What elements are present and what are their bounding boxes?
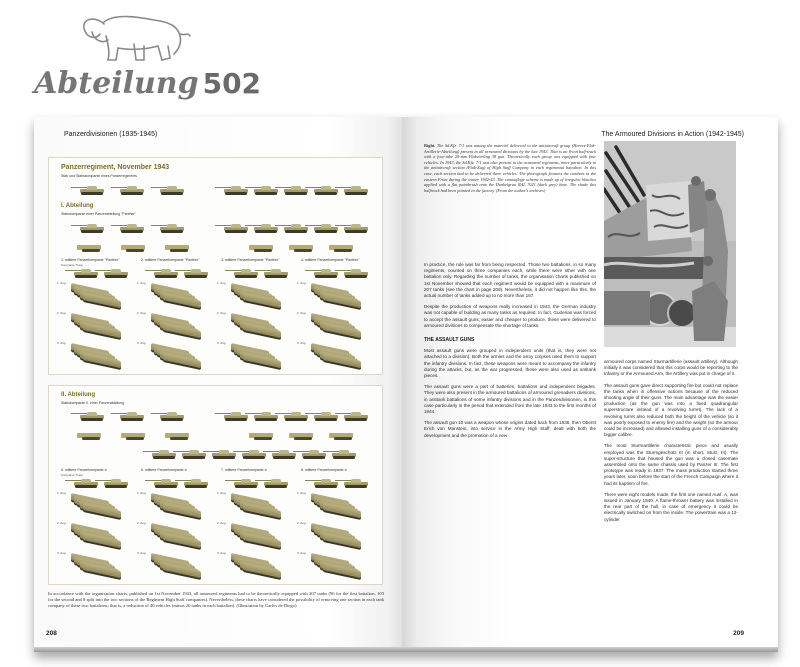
company-label-1: 1. mittlere Panzerkompanie "Panther" bbox=[61, 258, 120, 262]
zug-label: 1. Zug bbox=[297, 491, 306, 495]
tank-platoon-icon bbox=[71, 347, 127, 367]
paragraph: In practice, the rule was far from being respected. Those two battalions, in so many regiments, counted on three companies each, while there were other with one battalion only. Regarding the number of tanks, the organisation charts published on 1st November showed that each regiment would be equipped with a maximum of 207 tanks (see the chart in page 208). Nevertheless, it did not happen like this, the actual number of tanks added up to no more than 167. bbox=[424, 262, 596, 299]
zug-label: 2. Zug bbox=[217, 311, 226, 315]
zug-label: 3. Zug bbox=[217, 551, 226, 555]
halftrack-icon bbox=[165, 244, 189, 252]
tank-icon bbox=[181, 479, 211, 488]
zug-label: 2. Zug bbox=[137, 521, 146, 525]
zug-label: 3. Zug bbox=[57, 341, 66, 345]
section-subtitle-1: Stabskompanie einer Panzerabteilung "Panther" bbox=[61, 212, 136, 216]
halftrack-icon bbox=[249, 432, 273, 440]
tank-platoon-icon bbox=[311, 557, 367, 577]
tank-icon bbox=[101, 269, 131, 278]
zug-label: 3. Zug bbox=[137, 551, 146, 555]
halftrack-icon bbox=[121, 432, 145, 440]
paragraph: The assault guns gave direct supporting fire but could not replace the tanks when in offensive actions because of the reduced shooting angle of their guns. The main advantage was the easier production (as the gun was into a fixed quadrangular superstructure instead of a revolving turret). The lack of a revolving turret also reduced both the height of the vehicle (so it was poorly exposed to enemy fire) and the weight (so the armour could be increased) and allowed installing guns of a considerably bigger calibre. bbox=[604, 382, 738, 438]
paragraph: armoured corps named Sturmartillerie (assault artillery). Although initially it was considered that this corps would be reporting to the Infantry or the Armoured Arm, the Artillery was put in charge of it. bbox=[604, 359, 738, 377]
tank-icon bbox=[341, 479, 371, 488]
section-subtitle-2: Stabskompanie II. einer Panzerabteilung bbox=[61, 401, 125, 405]
tank-icon bbox=[117, 224, 147, 233]
publisher-logo bbox=[28, 8, 262, 103]
tank-platoon-icon bbox=[151, 317, 207, 337]
page-left bbox=[34, 117, 402, 647]
tank-platoon-icon bbox=[311, 527, 367, 547]
paragraph: The assault guns were a part of batteries, battalions and independent brigades. They were also present in the armoured battalions of armoured grenadiers divisions, in antitank battalions of some infantry divisions and in the Panzerdivisionen, in this case particularly in the period that extended from the late 1943 to the first months of 1944. bbox=[424, 384, 596, 415]
tank-icon bbox=[117, 186, 147, 195]
tank-icon bbox=[77, 412, 107, 421]
tank-platoon-icon bbox=[71, 527, 127, 547]
section-title-1: I. Abteilung bbox=[61, 203, 94, 209]
halftrack-icon bbox=[121, 244, 145, 252]
tank-platoon-icon bbox=[231, 317, 287, 337]
org-chart-subtitle: Stab und Stabskompanie eines Panzerregiments bbox=[61, 174, 137, 178]
tank-icon bbox=[117, 412, 147, 421]
company-label-7: 7. mittlere Panzerkompanie a bbox=[221, 468, 267, 472]
tank-platoon-icon bbox=[151, 557, 207, 577]
tank-platoon-icon bbox=[231, 347, 287, 367]
zug-label: 2. Zug bbox=[57, 521, 66, 525]
tank-icon bbox=[101, 479, 131, 488]
tank-platoon-icon bbox=[151, 287, 207, 307]
tank-icon bbox=[329, 450, 359, 459]
tank-icon bbox=[341, 224, 371, 233]
tank-platoon-icon bbox=[311, 497, 367, 517]
section-title-2: II. Abteilung bbox=[61, 392, 96, 398]
tank-platoon-icon bbox=[311, 287, 367, 307]
paragraph: The assault gun 10 was a weapon whose origins dated back from 1935, then Oberst Erich von Manstein, into service in the Army High Staff, dealt with both the development and the promotion of a new bbox=[424, 420, 596, 438]
tank-platoon-icon bbox=[71, 497, 127, 517]
zug-label: 1. Zug bbox=[57, 491, 66, 495]
tank-icon bbox=[157, 412, 187, 421]
tank-platoon-icon bbox=[231, 527, 287, 547]
zug-label: 3. Zug bbox=[297, 551, 306, 555]
logo-number: 502 bbox=[202, 67, 262, 100]
text-column-1 bbox=[424, 262, 596, 444]
halftrack-icon bbox=[329, 432, 353, 440]
tank-platoon-icon bbox=[311, 317, 367, 337]
tank-platoon-icon bbox=[231, 287, 287, 307]
mammoth-icon bbox=[74, 10, 194, 65]
tank-icon bbox=[157, 224, 187, 233]
tank-platoon-icon bbox=[151, 347, 207, 367]
zug-label: 3. Zug bbox=[57, 551, 66, 555]
tank-icon bbox=[77, 186, 107, 195]
book-spread bbox=[34, 117, 778, 652]
halftrack-icon bbox=[165, 432, 189, 440]
tank-icon bbox=[341, 269, 371, 278]
paragraph: There were eight models made, the first one named Ausf. A, was issued in January 1940. A flame-thrower battery was installed in the rear part of the hull, in case of emergency it could be electrically switched on from the inside. The powertrain was a 12-cylinder bbox=[604, 491, 738, 522]
zug-label: 3. Zug bbox=[137, 341, 146, 345]
page-number-left: 208 bbox=[46, 630, 57, 637]
photo-caption-body: The Sd.Kfz. 7/1 was among the materiel delivered to the antiaircraft group (Heeres-Flak-Artillerie-Abteilung) present in all armoured divisions by the late 1943. That is an 8-ton half-track with a four-tube 20-mm Flakvierling 38 gun. Theoretically each group was equipped with four vehicles. In 1943, the Sd.Kfz. 7/1 was also present in the armoured regiments, more particularly in the antiaircraft section (Flak-Zug) of High Staff Company in each regimental battalion. In this case, each section had to be delivered three vehicles. The photograph features the combats in the eastern Front during the winter 1942-43. The camouflage scheme is made up of irregular blotches applied with a flat paintbrush onto the Dunkelgrau RAL 7021 (dark grey) base. The shade this halftrack had been painted in the factory. (From the author's archives) bbox=[424, 143, 597, 193]
halftrack-icon bbox=[289, 244, 313, 252]
section-heading: THE ASSAULT GUNS bbox=[424, 337, 475, 344]
tank-platoon-icon bbox=[71, 317, 127, 337]
tank-icon bbox=[181, 269, 211, 278]
page-number-right: 209 bbox=[733, 630, 744, 637]
book-edge bbox=[34, 647, 778, 652]
halftrack-icon bbox=[329, 244, 353, 252]
company-label-2: 2. mittlere Panzerkompanie "Panther" bbox=[141, 258, 200, 262]
tank-platoon-icon bbox=[231, 497, 287, 517]
company-trupp-label: Kompanie Trupp bbox=[61, 263, 84, 267]
paragraph: Most assault guns were grouped in independent units (that is, they were not attached to a division). Both the armies and the army corpses used them to support the infantry divisions. In fact, these weapons were meant to accompany the infantry during the attacks, but, as the war progressed, these were also used as antitank pieces. bbox=[424, 348, 596, 379]
paragraph: Despite the production of weapons really increased in 1943, the German industry was not capable of building as many tanks as required. In fact, Guderian was forced to accept the assault guns; easier and cheaper to produce, these were delivered to armoured divisions to compensate the shortage of tanks. bbox=[424, 304, 596, 328]
tank-icon bbox=[261, 479, 291, 488]
org-chart-title: Panzerregiment, November 1943 bbox=[61, 164, 170, 171]
zug-label: 1. Zug bbox=[217, 281, 226, 285]
zug-label: 1. Zug bbox=[57, 281, 66, 285]
zug-label: 2. Zug bbox=[297, 521, 306, 525]
zug-label: 2. Zug bbox=[57, 311, 66, 315]
zug-label: 1. Zug bbox=[137, 491, 146, 495]
org-chart-panel-1 bbox=[48, 157, 383, 375]
zug-label: 1. Zug bbox=[297, 281, 306, 285]
text-column-2 bbox=[604, 359, 738, 528]
photo-caption-lead: Right. bbox=[424, 143, 436, 148]
tank-platoon-icon bbox=[71, 557, 127, 577]
company-label-4: 4. mittlere Panzerkompanie "Panther" bbox=[301, 258, 360, 262]
company-label-3: 3. mittlere Panzerkompanie "Panther" bbox=[221, 258, 280, 262]
tank-platoon-icon bbox=[151, 527, 207, 547]
zug-label: 2. Zug bbox=[297, 311, 306, 315]
tank-icon bbox=[157, 186, 187, 195]
tank-icon bbox=[77, 224, 107, 233]
tank-platoon-icon bbox=[151, 497, 207, 517]
company-label-6: 6. mittlere Panzerkompanie a bbox=[141, 468, 187, 472]
halftrack-icon bbox=[77, 244, 101, 252]
logo-wordmark-text: Abteilung bbox=[34, 66, 199, 101]
company-label-5: 5. mittlere Panzerkompanie a bbox=[61, 468, 107, 472]
zug-label: 1. Zug bbox=[137, 281, 146, 285]
logo-wordmark bbox=[34, 66, 261, 101]
zug-label: 2. Zug bbox=[137, 311, 146, 315]
tank-platoon-icon bbox=[231, 557, 287, 577]
halftrack-icon bbox=[289, 432, 313, 440]
flak-halftrack-illustration bbox=[604, 141, 736, 347]
paragraph: The most Sturmartillerie characteristic piece and usually employed was the Sturmgeschütz III (in short, StuG. III). The super-structure that housed the gun was a closed casemate assembled onto the same chassis used by Panzer III. The first prototype was ready in 1937. The mass production started three years later, soon before the start of the French Campaign where it had its baptism of fire. bbox=[604, 443, 738, 486]
tank-icon bbox=[261, 269, 291, 278]
tank-platoon-icon bbox=[71, 287, 127, 307]
halftrack-photo bbox=[604, 141, 736, 347]
tank-icon bbox=[341, 186, 371, 195]
company-label-8: 8. mittlere Panzerkompanie a bbox=[301, 468, 347, 472]
running-head-right: The Armoured Divisions in Action (1942-1945) bbox=[601, 131, 744, 138]
zug-label: 2. Zug bbox=[217, 521, 226, 525]
zug-label: 1. Zug bbox=[217, 491, 226, 495]
photo-caption bbox=[424, 143, 596, 193]
halftrack-icon bbox=[77, 432, 101, 440]
tank-platoon-icon bbox=[311, 347, 367, 367]
figure-caption: In accordance with the organisation charts, published on 1st November 1943, all armoured regiments had to be theoretically equipped with 207 tanks (96 for the first battalion, 103 for the second and 8 split into the two sections of the Regiment High Staff companies). Nevertheless, these charts have considered the possibility of removing one section in each tank company of these two battalions; that is, a reduction of 40 vehicles (minus 20 tanks in each battalion). (Illustration by Carlos de Diego) bbox=[48, 591, 384, 608]
halftrack-icon bbox=[249, 244, 273, 252]
tank-icon bbox=[341, 412, 371, 421]
company-trupp-label-2: Kompanie Trupp bbox=[61, 473, 84, 477]
zug-label: 3. Zug bbox=[297, 341, 306, 345]
page-right bbox=[402, 117, 778, 647]
running-head-left: Panzerdivisionen (1935-1945) bbox=[64, 131, 158, 138]
org-chart-panel-2 bbox=[48, 385, 383, 585]
zug-label: 3. Zug bbox=[217, 341, 226, 345]
